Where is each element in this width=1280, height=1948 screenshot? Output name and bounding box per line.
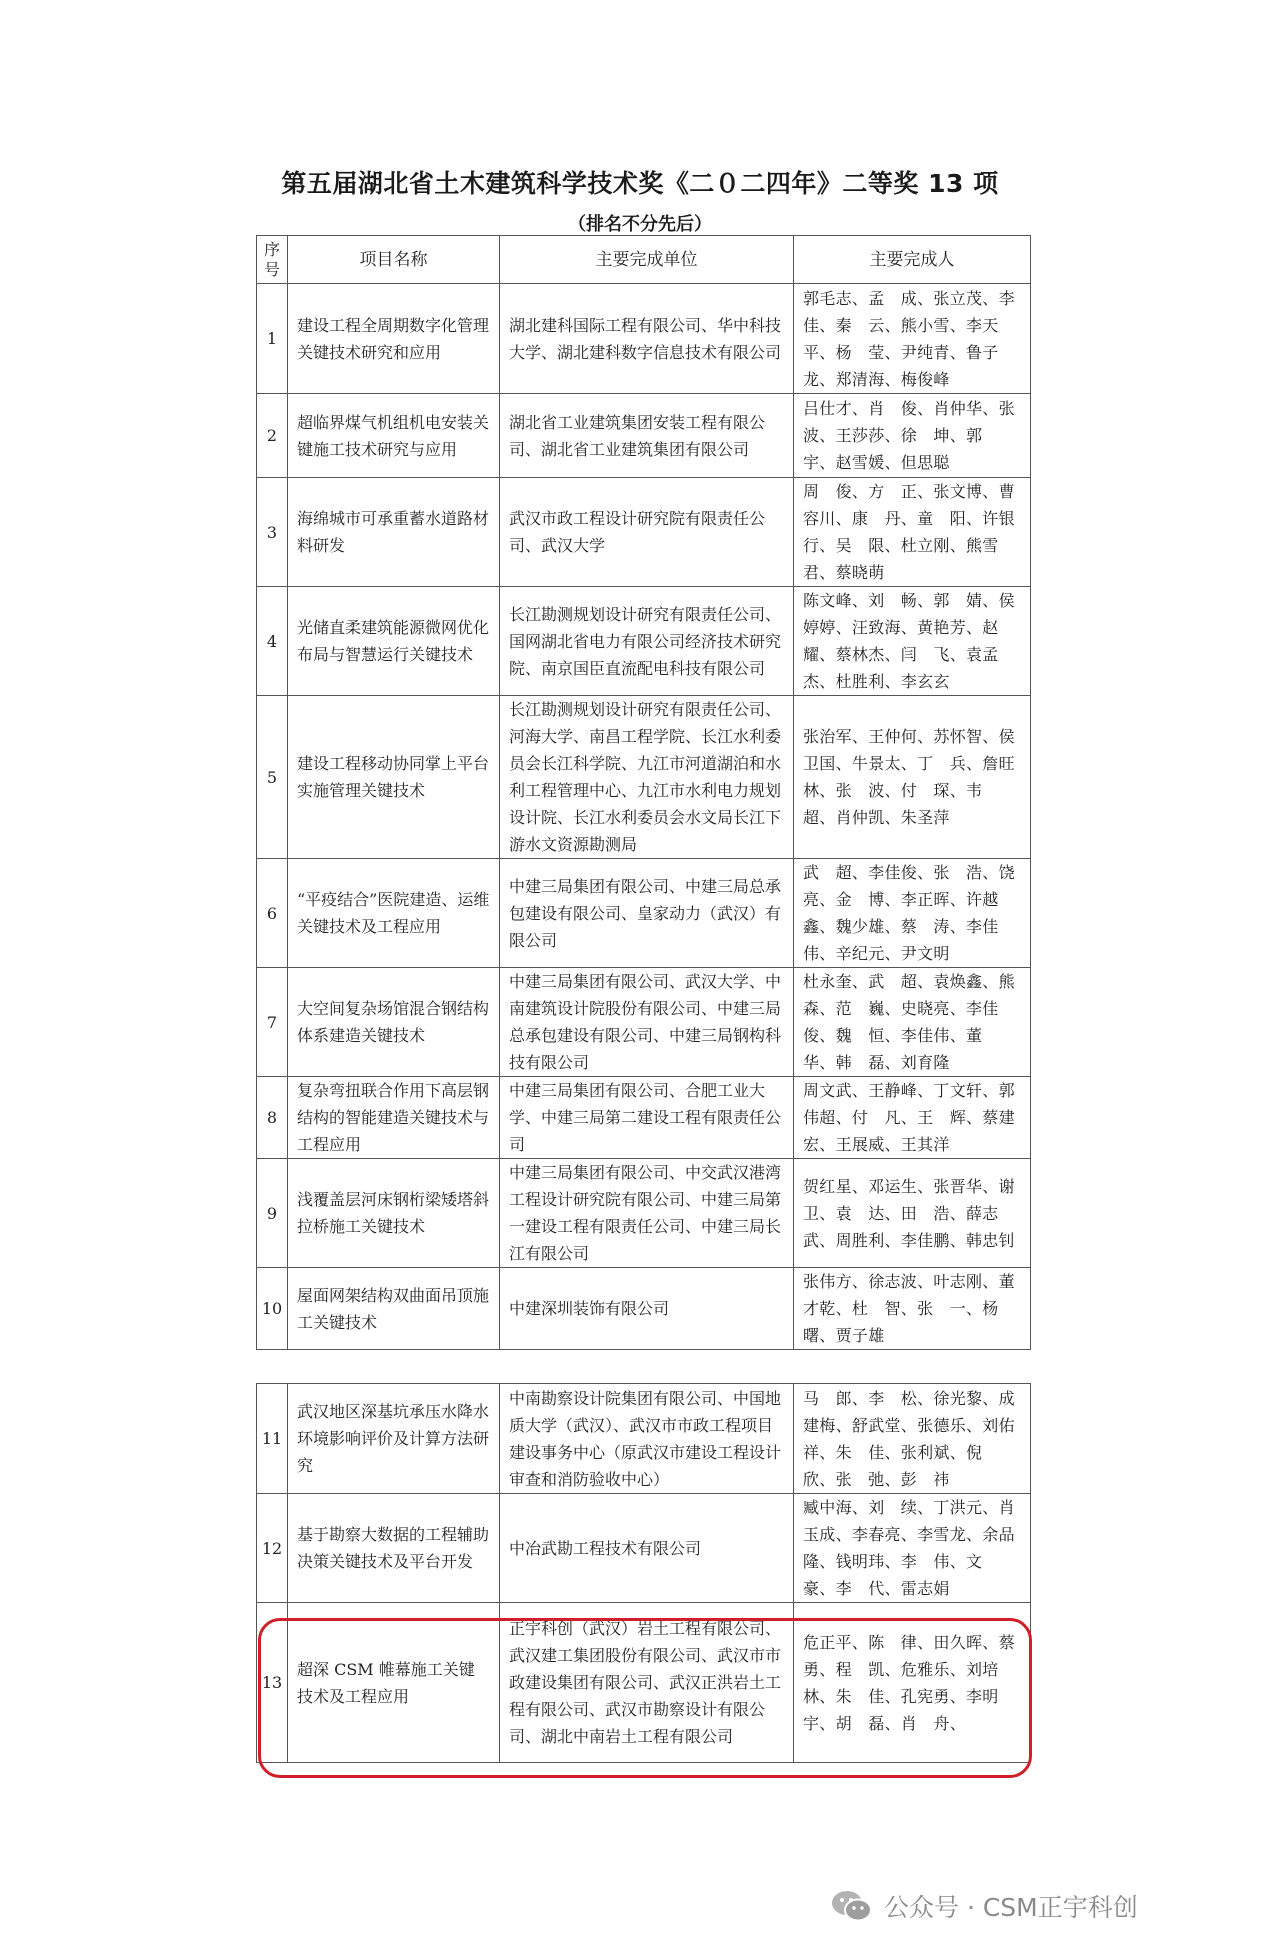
header-seq: 序号 [257, 236, 288, 284]
row-people: 杜永奎、武 超、袁焕鑫、熊 森、范 巍、史晓亮、李佳俊、魏 恒、李佳伟、董 华、韩 磊、刘育隆 [794, 968, 1031, 1077]
row-project-name: 建设工程全周期数字化管理关键技术研究和应用 [288, 284, 500, 394]
row-project-name: 复杂弯扭联合作用下高层钢结构的智能建造关键技术与工程应用 [288, 1077, 500, 1159]
row-seq: 10 [257, 1268, 288, 1350]
row-project-name: 海绵城市可承重蓄水道路材料研发 [288, 478, 500, 587]
table-row [257, 587, 1031, 696]
row-seq: 11 [257, 1384, 288, 1494]
row-seq: 8 [257, 1077, 288, 1159]
table-row [257, 1268, 1031, 1350]
table-row [257, 1384, 1031, 1494]
row-seq: 12 [257, 1494, 288, 1603]
row-project-name: 超临界煤气机组机电安装关键施工技术研究与应用 [288, 394, 500, 478]
table-row [257, 394, 1031, 478]
row-seq: 6 [257, 859, 288, 968]
row-project-name: 基于勘察大数据的工程辅助决策关键技术及平台开发 [288, 1494, 500, 1603]
table-row [257, 696, 1031, 859]
row-project-name: 光储直柔建筑能源微网优化布局与智慧运行关键技术 [288, 587, 500, 696]
row-units: 武汉市政工程设计研究院有限责任公司、武汉大学 [500, 478, 794, 587]
row-people: 张治军、王仲何、苏怀智、侯卫国、牛景太、丁 兵、詹旺林、张 波、付 琛、韦 超、肖仲凯、朱圣萍 [794, 696, 1031, 859]
table-row [257, 478, 1031, 587]
row-people: 危正平、陈 律、田久晖、蔡 勇、程 凯、危雅乐、刘培林、朱 佳、孔宪勇、李明宇、胡 磊、肖 舟、 [794, 1603, 1031, 1763]
row-people: 武 超、李佳俊、张 浩、饶 亮、金 博、李正晖、许越鑫、魏少雄、蔡 涛、李佳伟、辛纪元、尹文明 [794, 859, 1031, 968]
row-people: 陈文峰、刘 畅、郭 婧、侯婷婷、汪致海、黄艳芳、赵 耀、蔡林杰、闫 飞、袁孟杰、杜胜利、李玄玄 [794, 587, 1031, 696]
row-project-name: “平疫结合”医院建造、运维关键技术及工程应用 [288, 859, 500, 968]
row-units: 中建三局集团有限公司、合肥工业大学、中建三局第二建设工程有限责任公司 [500, 1077, 794, 1159]
table-row [257, 859, 1031, 968]
row-project-name: 武汉地区深基坑承压水降水环境影响评价及计算方法研究 [288, 1384, 500, 1494]
row-seq: 7 [257, 968, 288, 1077]
row-people: 周文武、王静峰、丁文轩、郭伟超、付 凡、王 辉、蔡建宏、王展威、王其洋 [794, 1077, 1031, 1159]
row-seq: 3 [257, 478, 288, 587]
row-people: 周 俊、方 正、张文博、曹容川、康 丹、童 阳、许银行、吴 限、杜立刚、熊雪君、蔡晓萌 [794, 478, 1031, 587]
row-seq: 1 [257, 284, 288, 394]
row-project-name: 屋面网架结构双曲面吊顶施工关键技术 [288, 1268, 500, 1350]
row-people: 贺红星、邓运生、张晋华、谢 卫、袁 达、田 浩、薛志武、周胜利、李佳鹏、韩忠钊 [794, 1159, 1031, 1268]
table-row [257, 968, 1031, 1077]
wechat-icon [830, 1888, 874, 1924]
row-people: 郭毛志、孟 成、张立茂、李 佳、秦 云、熊小雪、李天平、杨 莹、尹纯青、鲁子龙、郑清海、梅俊峰 [794, 284, 1031, 394]
awards-table-part-1 [256, 235, 1031, 1350]
row-people: 吕仕才、肖 俊、肖仲华、张 波、王莎莎、徐 坤、郭 宇、赵雪媛、但思聪 [794, 394, 1031, 478]
header-name: 项目名称 [288, 236, 500, 284]
row-units: 中建深圳装饰有限公司 [500, 1268, 794, 1350]
header-units: 主要完成单位 [500, 236, 794, 284]
awards-table-part-2 [256, 1383, 1031, 1763]
row-project-name: 浅覆盖层河床钢桁梁矮塔斜拉桥施工关键技术 [288, 1159, 500, 1268]
table-row [257, 1159, 1031, 1268]
footer-watermark [830, 1888, 1138, 1924]
table-row [257, 284, 1031, 394]
document-subtitle: （排名不分先后） [568, 214, 712, 235]
row-seq: 2 [257, 394, 288, 478]
row-seq: 13 [257, 1603, 288, 1763]
row-units: 湖北省工业建筑集团安装工程有限公司、湖北省工业建筑集团有限公司 [500, 394, 794, 478]
document-title: 第五届湖北省土木建筑科学技术奖《二０二四年》二等奖 13 项 [281, 169, 999, 198]
table-row [257, 1494, 1031, 1603]
row-project-name: 超深 CSM 帷幕施工关键技术及工程应用 [288, 1603, 500, 1763]
table-body [257, 1384, 1031, 1763]
header-people: 主要完成人 [794, 236, 1031, 284]
row-units: 中冶武勘工程技术有限公司 [500, 1494, 794, 1603]
row-units: 中南勘察设计院集团有限公司、中国地质大学（武汉）、武汉市市政工程项目建设事务中心（原武汉市建设工程设计审查和消防验收中心） [500, 1384, 794, 1494]
row-units: 中建三局集团有限公司、中交武汉港湾工程设计研究院有限公司、中建三局第一建设工程有限责任公司、中建三局长江有限公司 [500, 1159, 794, 1268]
row-seq: 4 [257, 587, 288, 696]
row-units: 长江勘测规划设计研究有限责任公司、国网湖北省电力有限公司经济技术研究院、南京国臣直流配电科技有限公司 [500, 587, 794, 696]
footer-text: 公众号 · CSM正宇科创 [884, 1893, 1138, 1922]
row-people: 臧中海、刘 续、丁洪元、肖玉成、李春亮、李雪龙、余品隆、钱明玮、李 伟、文 豪、李 代、雷志娟 [794, 1494, 1031, 1603]
row-units: 中建三局集团有限公司、武汉大学、中南建筑设计院股份有限公司、中建三局总承包建设有限公司、中建三局钢构科技有限公司 [500, 968, 794, 1077]
table-header-row [257, 236, 1031, 284]
row-people: 张伟方、徐志波、叶志刚、董才乾、杜 智、张 一、杨 曙、贾子雄 [794, 1268, 1031, 1350]
table-body [257, 284, 1031, 1350]
row-project-name: 大空间复杂场馆混合钢结构体系建造关键技术 [288, 968, 500, 1077]
row-project-name: 建设工程移动协同掌上平台实施管理关键技术 [288, 696, 500, 859]
row-seq: 9 [257, 1159, 288, 1268]
table-row [257, 1603, 1031, 1763]
row-units: 长江勘测规划设计研究有限责任公司、河海大学、南昌工程学院、长江水利委员会长江科学院、九江市河道湖泊和水利工程管理中心、九江市水利电力规划设计院、长江水利委员会水文局长江下游水文资源勘测局 [500, 696, 794, 859]
table-row [257, 1077, 1031, 1159]
row-seq: 5 [257, 696, 288, 859]
row-people: 马 郎、李 松、徐光黎、成建梅、舒武堂、张德乐、刘佑祥、朱 佳、张利斌、倪 欣、张 弛、彭 祎 [794, 1384, 1031, 1494]
row-units: 正宇科创（武汉）岩土工程有限公司、武汉建工集团股份有限公司、武汉市市政建设集团有限公司、武汉正洪岩土工程有限公司、武汉市勘察设计有限公司、湖北中南岩土工程有限公司 [500, 1603, 794, 1763]
row-units: 湖北建科国际工程有限公司、华中科技大学、湖北建科数字信息技术有限公司 [500, 284, 794, 394]
row-units: 中建三局集团有限公司、中建三局总承包建设有限公司、皇家动力（武汉）有限公司 [500, 859, 794, 968]
